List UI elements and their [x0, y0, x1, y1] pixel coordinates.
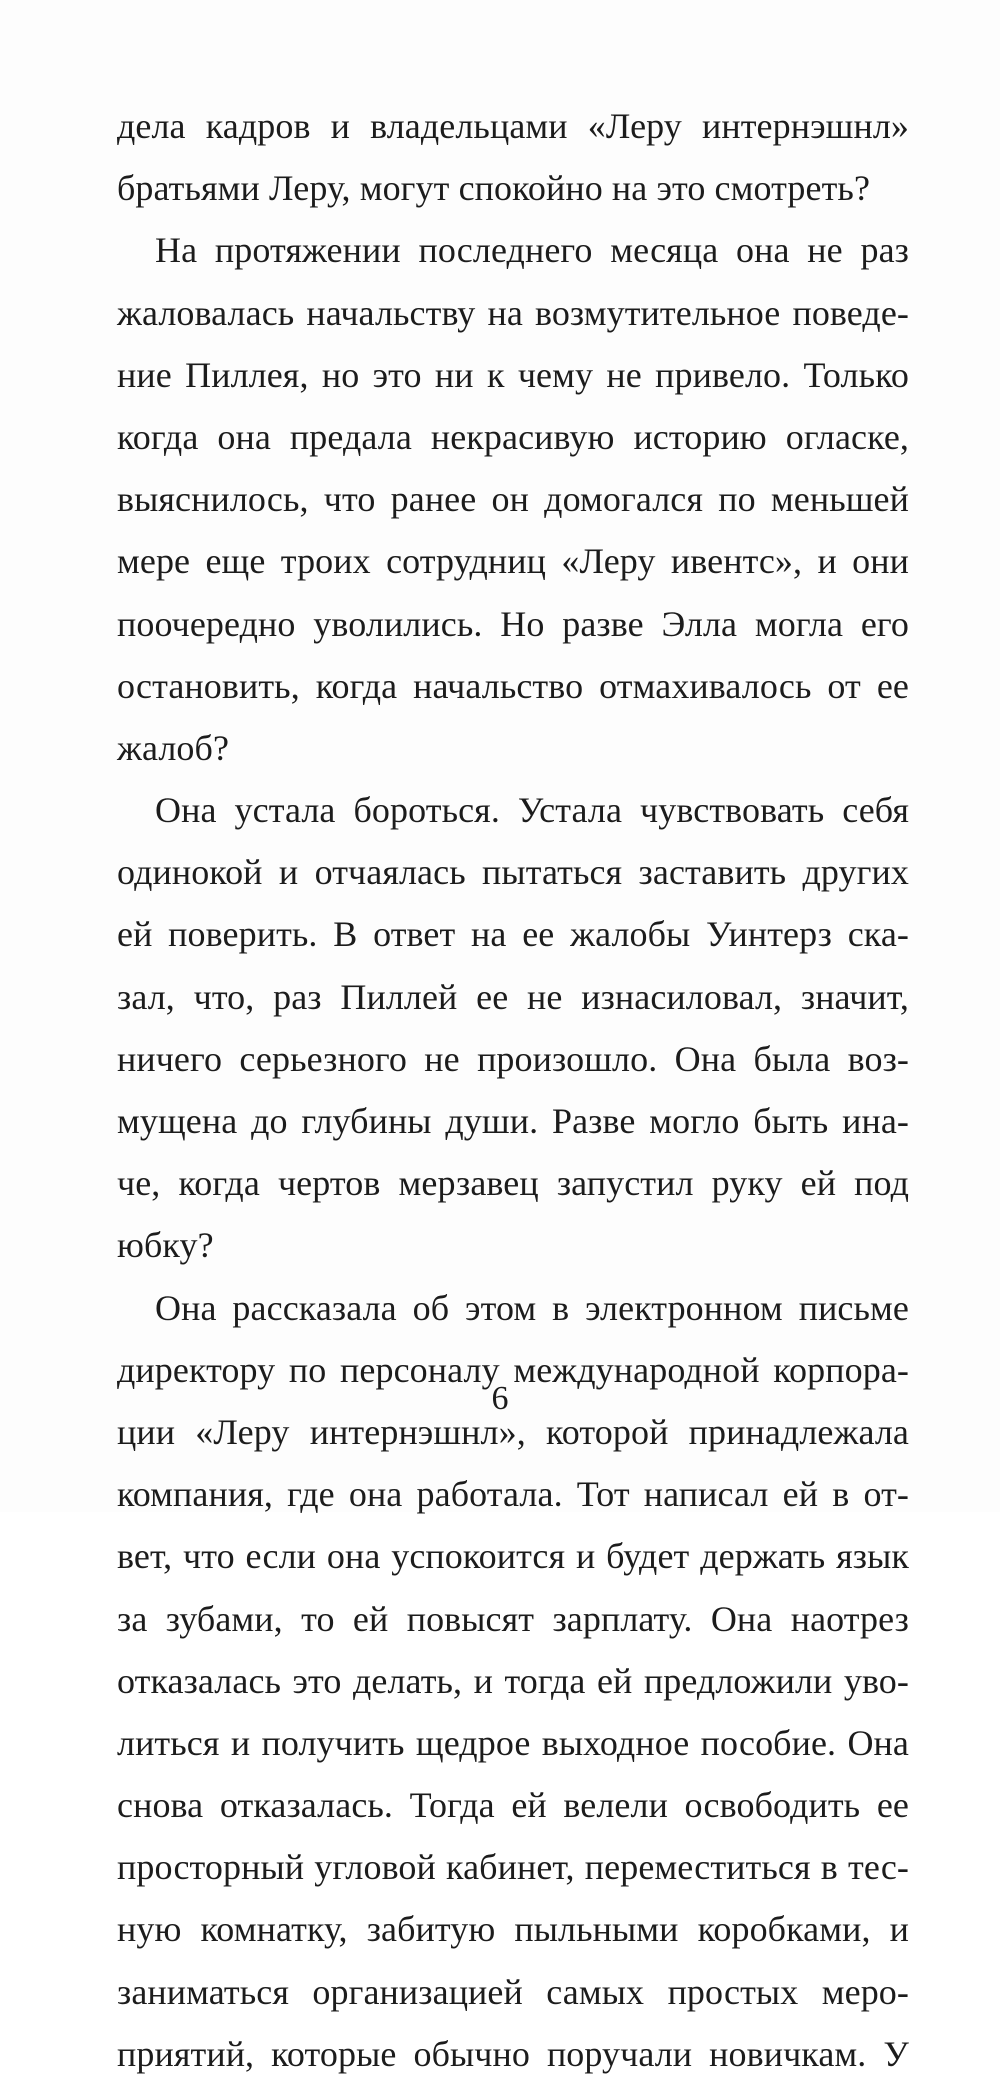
- text-line: ную комнатку, забитую пыльными коробками, и: [117, 1909, 909, 1950]
- text-line: приятий, которые обычно поручали новичкам. У: [117, 2033, 909, 2074]
- body-text: [117, 95, 909, 2085]
- text-line: поочередно уволились. Но разве Элла могла его: [117, 603, 909, 644]
- text-line: ей поверить. В ответ на ее жалобы Уинтерз ска-: [117, 914, 909, 955]
- text-line: мущена до глубины души. Разве могло быть ина-: [117, 1101, 909, 1141]
- text-line: остановить, когда начальство отмахивалось от ее: [117, 665, 909, 706]
- text-line: снова отказалась. Тогда ей велели освободить ее: [117, 1785, 909, 1826]
- text-line: заниматься организацией самых простых меро-: [117, 1971, 909, 2012]
- text-line: мере еще троих сотрудниц «Леру ивентс», и они: [117, 541, 909, 582]
- text-line: жалоб?: [117, 727, 230, 768]
- text-line: ничего серьезного не произошло. Она была воз-: [117, 1038, 909, 1079]
- text-line: одинокой и отчаялась пытаться заставить других: [117, 852, 909, 893]
- text-line: братьями Леру, могут спокойно на это смотреть?: [117, 168, 871, 209]
- text-line: когда она предала некрасивую историю огласке,: [117, 416, 909, 457]
- text-line: жаловалась начальству на возмутительное поведе-: [117, 292, 909, 333]
- paragraph-start-line: Она рассказала об этом в электронном письме: [155, 1287, 909, 1328]
- text-line: просторный угловой кабинет, переместиться в тес-: [117, 1847, 909, 1888]
- text-line: вет, что если она успокоится и будет держать язык: [117, 1536, 909, 1577]
- text-line: за зубами, то ей повысят зарплату. Она наотрез: [117, 1598, 909, 1639]
- text-line: директору по персоналу международной корпора-: [117, 1349, 909, 1390]
- text-line: ции «Леру интернэшнл», которой принадлежала: [117, 1411, 909, 1452]
- paragraph-start-line: Она устала бороться. Устала чувствовать себя: [155, 790, 909, 831]
- text-line: выяснилось, что ранее он домогался по меньшей: [117, 479, 909, 520]
- page-number: 6: [491, 1380, 509, 1417]
- text-line: че, когда чертов мерзавец запустил руку ей под: [117, 1163, 909, 1204]
- text-line: компания, где она работала. Тот написал ей в от-: [117, 1474, 909, 1515]
- text-line: юбку?: [117, 1225, 214, 1266]
- text-line: литься и получить щедрое выходное пособие. Она: [117, 1722, 909, 1763]
- text-line: отказалась это делать, и тогда ей предложили уво-: [117, 1660, 909, 1701]
- text-line: зал, что, раз Пиллей ее не изнасиловал, значит,: [117, 976, 909, 1017]
- paragraph-start-line: На протяжении последнего месяца она не раз: [155, 230, 909, 271]
- text-line: дела кадров и владельцами «Леру интернэшнл»: [117, 106, 909, 146]
- text-line: ние Пиллея, но это ни к чему не привело. Только: [117, 354, 909, 395]
